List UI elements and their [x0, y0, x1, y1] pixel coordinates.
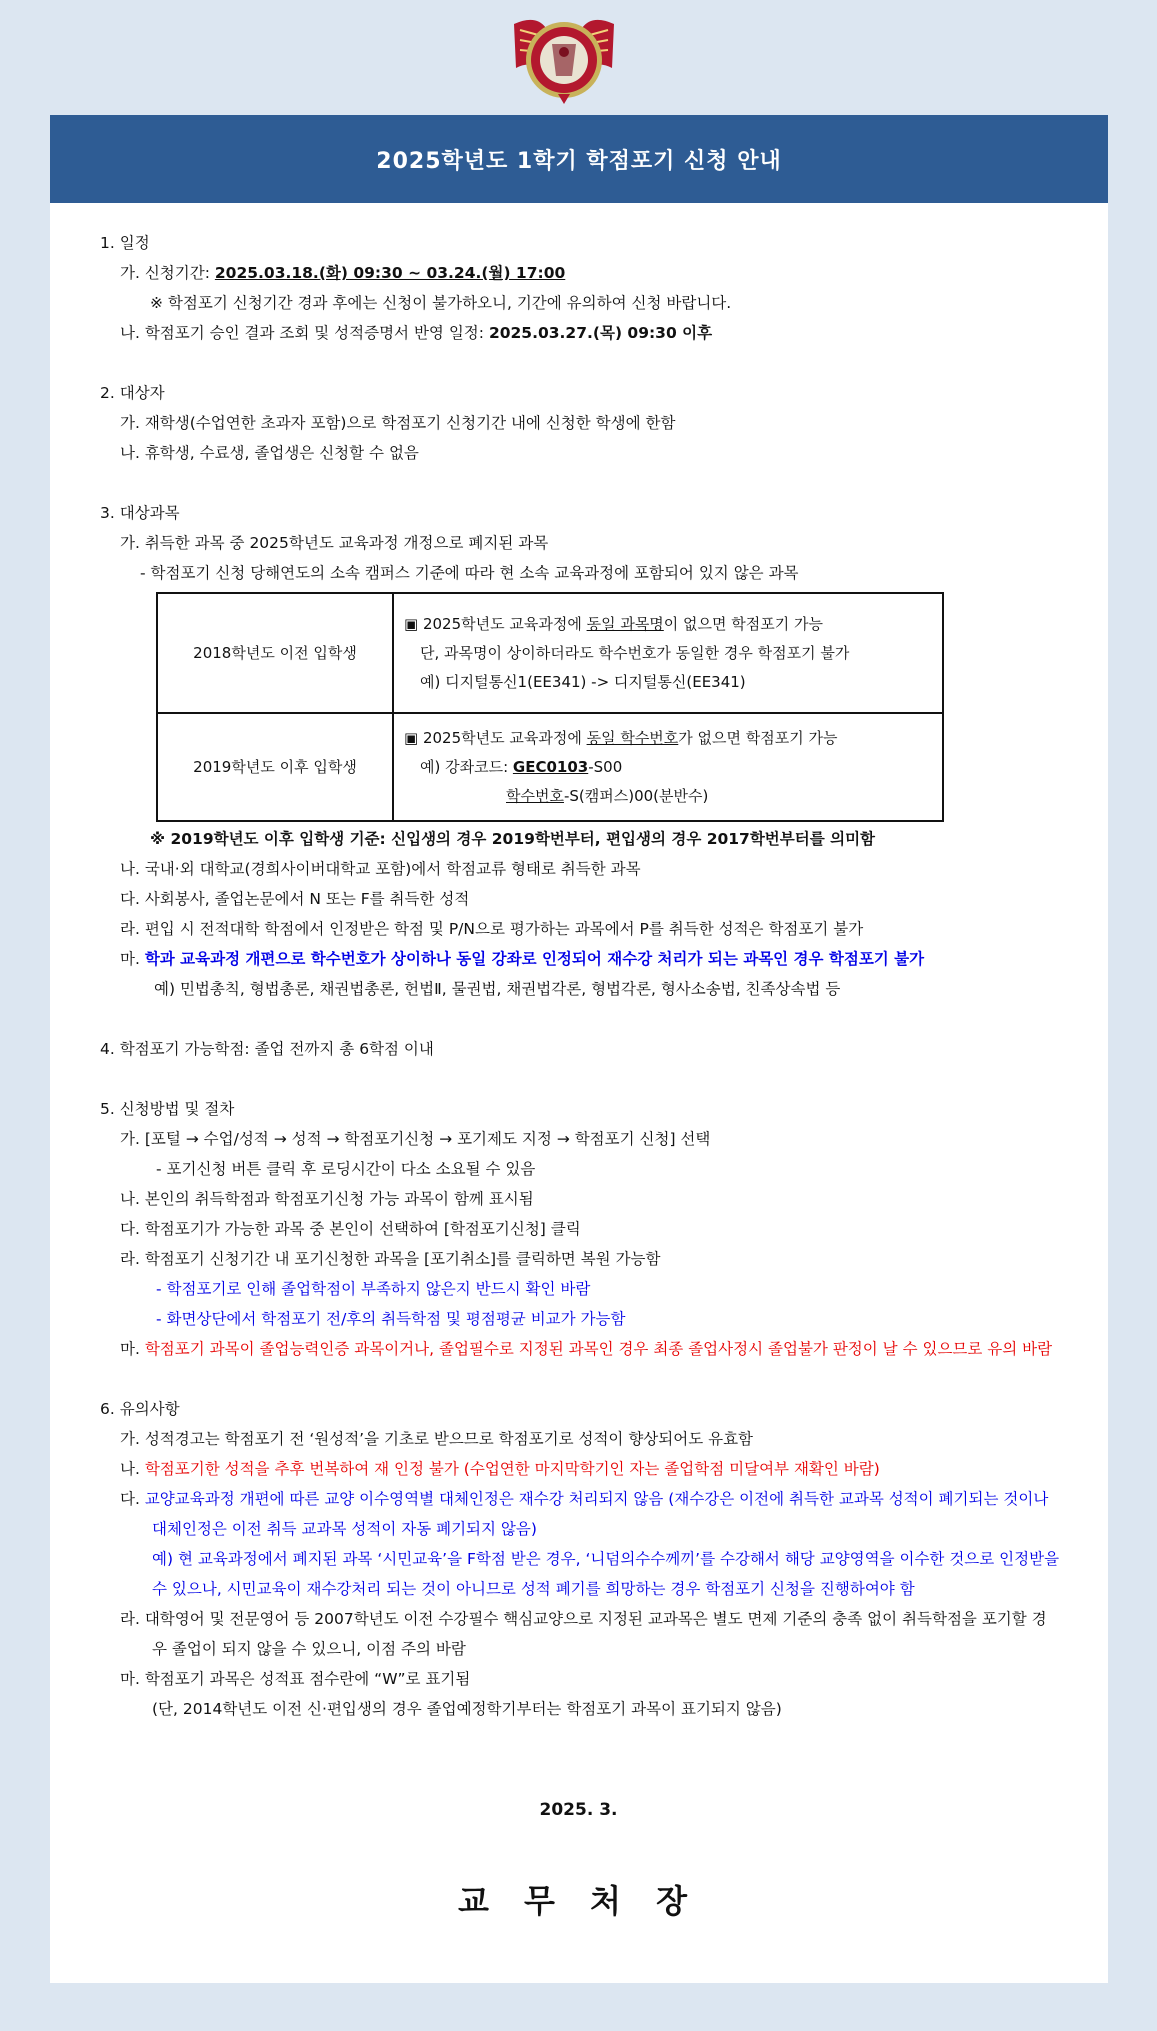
- note-text: ※ 학점포기 신청기간 경과 후에는 신청이 불가하오니, 기간에 유의하여 신청 바랍니다.: [150, 294, 732, 312]
- admission-criteria-table: [156, 592, 944, 822]
- list-item: 마. 학점포기 과목은 성적표 점수란에 “W”로 표기됨: [120, 1670, 471, 1688]
- list-item: 나. 학점포기한 성적을 추후 번복하여 재 인정 불가 (수업연한 마지막학기인 자는 졸업학점 미달여부 재확인 바람): [120, 1460, 880, 1478]
- list-item: 가. 취득한 과목 중 2025학년도 교육과정 개정으로 폐지된 과목: [120, 534, 549, 552]
- table-row: [157, 593, 943, 713]
- example-text: 예) 민법총칙, 형법총론, 채권법총론, 헌법Ⅱ, 물권법, 채권법각론, 형법각론, 형사소송법, 친족상속법 등: [154, 980, 841, 998]
- page-title: [50, 115, 1108, 203]
- section-eligibility: [100, 378, 1060, 468]
- list-item: 다. 교양교육과정 개편에 따른 교양 이수영역별 대체인정은 재수강 처리되지 않음 (재수강은 이전에 취득한 교과목 성적이 폐기되는 것이나 대체인정은 이전 취득 교과목 성적이 자동 폐기되지 않음): [120, 1490, 1049, 1538]
- list-item: 나. 휴학생, 수료생, 졸업생은 신청할 수 없음: [120, 444, 419, 462]
- table-row: [157, 713, 943, 821]
- issuer-signature: 교 무 처 장: [457, 1882, 700, 1920]
- list-item: 다. 학점포기가 가능한 과목 중 본인이 선택하여 [학점포기신청] 클릭: [120, 1220, 581, 1238]
- table-cell-label: 2018학년도 이전 입학생: [157, 593, 393, 713]
- warning-text: 학과 교육과정 개편으로 학수번호가 상이하나 동일 강좌로 인정되어 재수강 처리가 되는 과목인 경우 학점포기 불가: [144, 950, 925, 968]
- notice-body: [100, 228, 1060, 1754]
- section-credit-limit: [100, 1034, 1060, 1064]
- list-subitem: - 학점포기 신청 당해연도의 소속 캠퍼스 기준에 따라 현 소속 교육과정에 포함되어 있지 않은 과목: [140, 564, 799, 582]
- admission-note: ※ 2019학년도 이후 입학생 기준: 신입생의 경우 2019학번부터, 편입생의 경우 2017학번부터를 의미함: [150, 830, 876, 848]
- list-subitem: - 포기신청 버튼 클릭 후 로딩시간이 다소 소요될 수 있음: [156, 1160, 536, 1178]
- list-item: 나. 본인의 취득학점과 학점포기신청 가능 과목이 함께 표시됨: [120, 1190, 534, 1208]
- list-item: 라. 학점포기 신청기간 내 포기신청한 과목을 [포기취소]를 클릭하면 복원 가능함: [120, 1250, 661, 1268]
- list-item: 나. 국내·외 대학교(경희사이버대학교 포함)에서 학점교류 형태로 취득한 과목: [120, 860, 641, 878]
- list-item: 가. 신청기간: 2025.03.18.(화) 09:30 ~ 03.24.(월) 17:00: [120, 264, 566, 282]
- page-title-text: 2025학년도 1학기 학점포기 신청 안내: [376, 148, 782, 174]
- list-item: 마. 학과 교육과정 개편으로 학수번호가 상이하나 동일 강좌로 인정되어 재수강 처리가 되는 과목인 경우 학점포기 불가: [120, 950, 925, 968]
- section-schedule: [100, 228, 1060, 348]
- application-period: 2025.03.18.(화) 09:30 ~ 03.24.(월) 17:00: [214, 264, 566, 282]
- section-heading: 6. 유의사항: [100, 1400, 180, 1418]
- table-cell-content: ▣ 2025학년도 교육과정에 동일 과목명이 없으면 학점포기 가능 단, 과목명이 상이하더라도 학수번호가 동일한 경우 학점포기 불가 예) 디지털통신1(EE341) -> 디지털통신(EE341): [393, 593, 943, 713]
- list-subitem: - 화면상단에서 학점포기 전/후의 취득학점 및 평점평균 비교가 가능함: [156, 1310, 626, 1328]
- list-item: 가. [포털 → 수업/성적 → 성적 → 학점포기신청 → 포기제도 지정 → 학점포기 신청] 선택: [120, 1130, 711, 1148]
- notice-text: 교양교육과정 개편에 따른 교양 이수영역별 대체인정은 재수강 처리되지 않음 (재수강은 이전에 취득한 교과목 성적이 폐기되는 것이나 대체인정은 이전 취득 교과목 성적이 자동 폐기되지 않음): [144, 1490, 1049, 1538]
- list-item: 라. 대학영어 및 전문영어 등 2007학년도 이전 수강필수 핵심교양으로 지정된 교과목은 별도 면제 기준의 충족 없이 취득학점을 포기할 경우 졸업이 되지 않을 수 있으니, 이점 주의 바람: [120, 1610, 1047, 1658]
- section-heading: 1. 일정: [100, 234, 150, 252]
- warning-text: 학점포기 과목이 졸업능력인증 과목이거나, 졸업필수로 지정된 과목인 경우 최종 졸업사정시 졸업불가 판정이 날 수 있으므로 유의 바람: [144, 1340, 1053, 1358]
- list-subitem: - 학점포기로 인해 졸업학점이 부족하지 않은지 반드시 확인 바람: [156, 1280, 591, 1298]
- table-cell-content: ▣ 2025학년도 교육과정에 동일 학수번호가 없으면 학점포기 가능 예) 강좌코드: GEC0103-S00 학수번호-S(캠퍼스)00(분반수): [393, 713, 943, 821]
- section-heading: 5. 신청방법 및 절차: [100, 1100, 235, 1118]
- warning-text: 학점포기한 성적을 추후 번복하여 재 인정 불가 (수업연한 마지막학기인 자는 졸업학점 미달여부 재확인 바람): [144, 1460, 880, 1478]
- section-heading: 2. 대상자: [100, 384, 165, 402]
- list-item: 가. 재학생(수업연한 초과자 포함)으로 학점포기 신청기간 내에 신청한 학생에 한함: [120, 414, 676, 432]
- section-heading: 4. 학점포기 가능학점: 졸업 전까지 총 6학점 이내: [100, 1040, 434, 1058]
- section-target-courses: [100, 498, 1060, 1004]
- list-item: 가. 성적경고는 학점포기 전 ‘원성적’을 기초로 받으므로 학점포기로 성적이 향상되어도 유효함: [120, 1430, 754, 1448]
- section-procedure: [100, 1094, 1060, 1364]
- list-item: 마. 학점포기 과목이 졸업능력인증 과목이거나, 졸업필수로 지정된 과목인 경우 최종 졸업사정시 졸업불가 판정이 날 수 있으므로 유의 바람: [120, 1340, 1053, 1358]
- result-date: 2025.03.27.(목) 09:30 이후: [488, 324, 713, 342]
- list-item: 다. 사회봉사, 졸업논문에서 N 또는 F를 취득한 성적: [120, 890, 470, 908]
- university-emblem-logo: [506, 10, 622, 106]
- list-item: 나. 학점포기 승인 결과 조회 및 성적증명서 반영 일정: 2025.03.27.(목) 09:30 이후: [120, 324, 713, 342]
- list-item: 라. 편입 시 전적대학 학점에서 인정받은 학점 및 P/N으로 평가하는 과목에서 P를 취득한 성적은 학점포기 불가: [120, 920, 864, 938]
- section-cautions: [100, 1394, 1060, 1724]
- section-heading: 3. 대상과목: [100, 504, 180, 522]
- table-cell-label: 2019학년도 이후 입학생: [157, 713, 393, 821]
- list-subitem: (단, 2014학년도 이전 신·편입생의 경우 졸업예정학기부터는 학점포기 과목이 표기되지 않음): [152, 1700, 782, 1718]
- issue-date: 2025. 3.: [539, 1800, 618, 1820]
- example-text: 예) 현 교육과정에서 폐지된 과목 ‘시민교육’을 F학점 받은 경우, ‘니덤의수수께끼’를 수강해서 해당 교양영역을 이수한 것으로 인정받을 수 있으나, 시민교육이 재수강처리 되는 것이 아니므로 성적 폐기를 희망하는 경우 학점포기 신청을 진행하여야 함: [152, 1550, 1060, 1598]
